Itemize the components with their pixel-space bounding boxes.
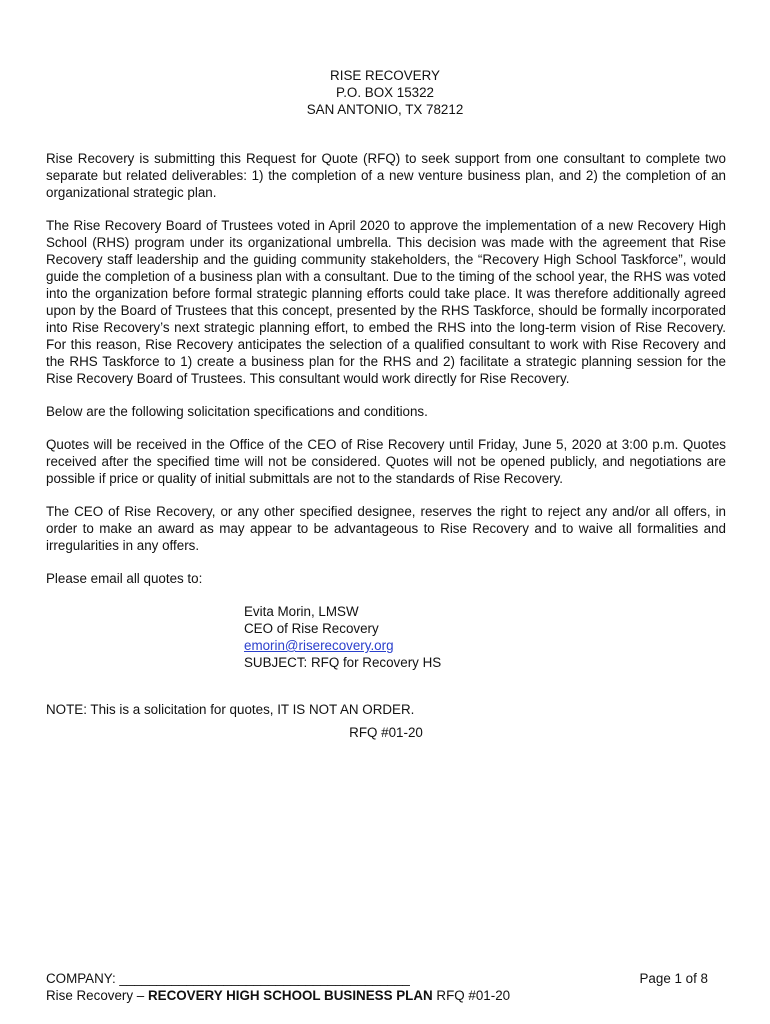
footer-doc-line <box>46 987 510 1004</box>
rfq-number: RFQ #01-20 <box>349 725 423 740</box>
background-paragraph: The Rise Recovery Board of Trustees voted in April 2020 to approve the implementation of a new Recovery High School (RHS) program under its organizational umbrella. This decision was made with the agreement that Rise Recovery staff leadership and the guiding community stakeholders, the “Recovery High School Taskforce”, would guide the completion of a business plan with a consultant. Due to the timing of the school year, the RHS was voted into the organization before formal strategic planning efforts could take place. It was therefore additionally agreed upon by the Board of Trustees that this concept, presented by the RHS Taskforce, should be formally incorporated into Rise Recovery’s next strategic planning effort, to embed the RHS into the long-term vision of Rise Recovery. For this reason, Rise Recovery anticipates the selection of a qualified consultant to work with Rise Recovery and the RHS Taskforce to 1) create a business plan for the RHS and 2) facilitate a strategic planning session for the Rise Recovery Board of Trustees. This consultant would work directly for Rise Recovery. <box>46 218 726 386</box>
contact-title: CEO of Rise Recovery <box>244 621 379 636</box>
po-box: P.O. BOX 15322 <box>335 85 435 100</box>
letterhead <box>0 67 770 118</box>
footer-doc-title: RECOVERY HIGH SCHOOL BUSINESS PLAN <box>147 988 433 1003</box>
contact-subject: SUBJECT: RFQ for Recovery HS <box>244 655 442 670</box>
quotes-paragraph: Quotes will be received in the Office of the CEO of Rise Recovery until Friday, June 5, 2020 at 3:00 p.m. Quotes received after the specified time will not be considered. Quotes will not be opened publicly, and negotiations are possible if price or quality of initial submittals are not to the standards of Rise Recovery. <box>46 437 726 486</box>
rights-paragraph: The CEO of Rise Recovery, or any other specified designee, reserves the right to reject any and/or all offers, in order to make an award as may appear to be advantageous to Rise Recovery and to waive all formalities and irregularities in any offers. <box>46 504 726 553</box>
contact-block <box>244 603 726 671</box>
email-intro-paragraph: Please email all quotes to: <box>46 571 203 586</box>
company-line: COMPANY: _______________________________________ <box>46 971 410 986</box>
page-number: Page 1 of 8 <box>639 971 708 986</box>
contact-name: Evita Morin, LMSW <box>244 604 359 619</box>
note-paragraph: NOTE: This is a solicitation for quotes, IT IS NOT AN ORDER. <box>46 702 415 717</box>
page-footer <box>46 970 708 1004</box>
footer-doc-prefix: Rise Recovery – <box>46 988 148 1003</box>
intro-paragraph: Rise Recovery is submitting this Request for Quote (RFQ) to seek support from one consultant to complete two separate but related deliverables: 1) the completion of a new venture business plan, and 2) the completion of an organizational strategic plan. <box>46 151 726 200</box>
specifications-paragraph: Below are the following solicitation specifications and conditions. <box>46 404 428 419</box>
org-name: RISE RECOVERY <box>330 68 440 83</box>
footer-doc-suffix: RFQ #01-20 <box>432 988 511 1003</box>
city-state-zip: SAN ANTONIO, TX 78212 <box>306 102 464 117</box>
document-body <box>46 150 726 741</box>
contact-email-link[interactable]: emorin@riserecovery.org <box>244 638 394 653</box>
